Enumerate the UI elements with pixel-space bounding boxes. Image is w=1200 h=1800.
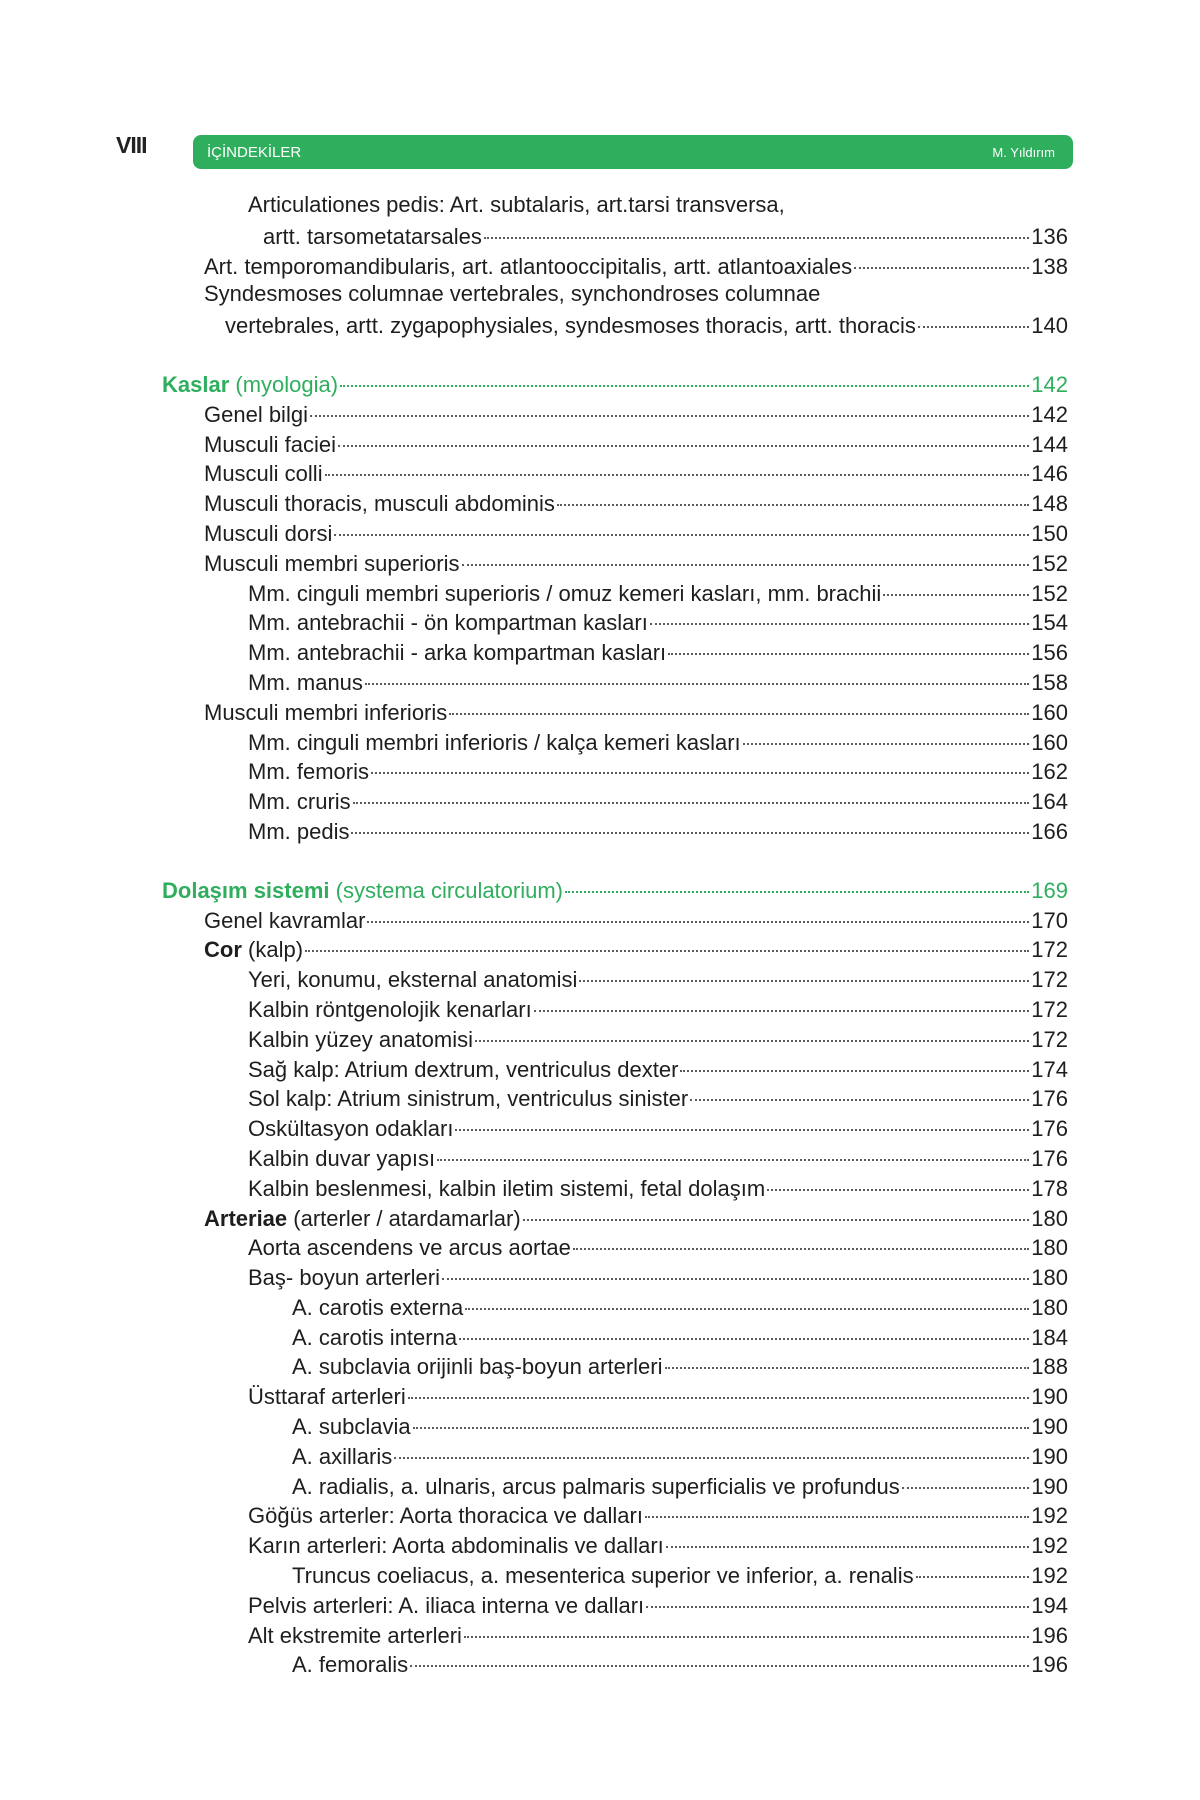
toc-entry-page: 192 bbox=[1031, 1533, 1068, 1559]
header-title: İÇİNDEKİLER bbox=[207, 143, 302, 161]
toc-entry-label: Göğüs arterler: Aorta thoracica ve dalları bbox=[248, 1503, 643, 1529]
toc-entry-label: Genel kavramlar bbox=[204, 907, 366, 933]
toc-entry bbox=[162, 250, 1068, 280]
dot-leader bbox=[916, 1554, 1030, 1578]
page-number: VIII bbox=[116, 132, 147, 158]
toc-entry-page: 164 bbox=[1031, 789, 1068, 815]
toc-entry-page: 190 bbox=[1031, 1414, 1068, 1440]
toc-entry-page: 180 bbox=[1031, 1235, 1068, 1261]
section-page: 142 bbox=[1031, 371, 1068, 397]
toc-entry-label: Karın arterleri: Aorta abdominalis ve dalları bbox=[248, 1533, 664, 1559]
dot-leader bbox=[455, 1107, 1029, 1131]
dot-leader bbox=[646, 1584, 1029, 1608]
toc-entry bbox=[162, 1648, 1068, 1678]
toc-entry-page: 150 bbox=[1031, 520, 1068, 546]
toc-entry-label: Aorta ascendens ve arcus aortae bbox=[248, 1235, 571, 1261]
toc-entry-page: 154 bbox=[1031, 610, 1068, 636]
dot-leader bbox=[854, 245, 1029, 269]
toc-entry-page: 180 bbox=[1031, 1265, 1068, 1291]
toc-entry-label: Alt ekstremite arterleri bbox=[248, 1622, 462, 1648]
toc-entry-page: 148 bbox=[1031, 491, 1068, 517]
section-title: Dolaşım sistemi (systema circulatorium) bbox=[162, 877, 564, 903]
toc-entry-label: Mm. antebrachii - arka kompartman kasları bbox=[248, 640, 667, 666]
dot-leader bbox=[918, 304, 1029, 328]
toc-entry-label: Mm. cinguli membri inferioris / kalça kemeri kasları bbox=[248, 729, 741, 755]
section-page: 169 bbox=[1031, 877, 1068, 903]
dot-leader bbox=[465, 1286, 1029, 1310]
toc-entry-page: 194 bbox=[1031, 1592, 1068, 1618]
dot-leader bbox=[394, 1435, 1029, 1459]
toc-entry-page: 190 bbox=[1031, 1384, 1068, 1410]
table-of-contents bbox=[162, 190, 1068, 1678]
dot-leader bbox=[668, 631, 1029, 655]
toc-entry-page: 176 bbox=[1031, 1116, 1068, 1142]
toc-entry-label: Yeri, konumu, eksternal anatomisi bbox=[248, 967, 578, 993]
toc-entry-label: Pelvis arterleri: A. iliaca interna ve dalları bbox=[248, 1592, 645, 1618]
dot-leader bbox=[353, 780, 1030, 804]
toc-entry-page: 180 bbox=[1031, 1294, 1068, 1320]
toc-entry-page: 190 bbox=[1031, 1443, 1068, 1469]
toc-entry-page: 142 bbox=[1031, 401, 1068, 427]
toc-entry-label: Art. temporomandibularis, art. atlantooccipitalis, artt. atlantoaxiales bbox=[204, 253, 853, 279]
dot-leader bbox=[579, 958, 1029, 982]
toc-entry-page: 172 bbox=[1031, 1026, 1068, 1052]
toc-entry-page: 172 bbox=[1031, 937, 1068, 963]
dot-leader bbox=[534, 988, 1030, 1012]
toc-entry-label: Musculi membri superioris bbox=[204, 550, 460, 576]
toc-entry-page: 196 bbox=[1031, 1622, 1068, 1648]
dot-leader bbox=[665, 1345, 1030, 1369]
toc-entry-label: Kalbin yüzey anatomisi bbox=[248, 1026, 474, 1052]
toc-entry-page: 172 bbox=[1031, 996, 1068, 1022]
header-author: M. Yıldırım bbox=[992, 144, 1055, 160]
toc-entry-label: Kalbin duvar yapısı bbox=[248, 1145, 436, 1171]
toc-entry-page: 174 bbox=[1031, 1056, 1068, 1082]
dot-leader bbox=[351, 810, 1029, 834]
dot-leader bbox=[650, 601, 1029, 625]
dot-leader bbox=[557, 482, 1029, 506]
toc-entry-label: Mm. pedis bbox=[248, 818, 350, 844]
toc-entry-page: 160 bbox=[1031, 699, 1068, 725]
toc-entry-label: artt. tarsometatarsales bbox=[263, 223, 482, 249]
dot-leader bbox=[408, 1375, 1030, 1399]
toc-entry-page: 192 bbox=[1031, 1503, 1068, 1529]
header-bar bbox=[193, 135, 1073, 169]
toc-entry-page: 152 bbox=[1031, 550, 1068, 576]
dot-leader bbox=[459, 1316, 1029, 1340]
toc-entry-label: Sol kalp: Atrium sinistrum, ventriculus sinister bbox=[248, 1086, 689, 1112]
dot-leader bbox=[902, 1465, 1030, 1489]
dot-leader bbox=[743, 721, 1030, 745]
dot-leader bbox=[573, 1226, 1029, 1250]
toc-entry-label: Mm. manus bbox=[248, 669, 363, 695]
toc-entry-label: Musculi colli bbox=[204, 461, 323, 487]
toc-entry-page: 158 bbox=[1031, 669, 1068, 695]
dot-leader bbox=[680, 1048, 1029, 1072]
toc-entry-page: 140 bbox=[1031, 313, 1068, 339]
toc-entry-label: Baş- boyun arterleri bbox=[248, 1265, 440, 1291]
dot-leader bbox=[645, 1494, 1029, 1518]
toc-entry-page: 176 bbox=[1031, 1145, 1068, 1171]
toc-entry-page: 180 bbox=[1031, 1205, 1068, 1231]
toc-entry-page: 146 bbox=[1031, 461, 1068, 487]
toc-entry-label: Musculi membri inferioris bbox=[204, 699, 448, 725]
toc-entry-label: Musculi dorsi bbox=[204, 520, 333, 546]
dot-leader bbox=[767, 1167, 1029, 1191]
toc-entry-label: Kalbin röntgenolojik kenarları bbox=[248, 996, 532, 1022]
dot-leader bbox=[340, 363, 1029, 387]
toc-entry-label: Truncus coeliacus, a. mesenterica superior ve inferior, a. renalis bbox=[292, 1563, 914, 1589]
dot-leader bbox=[690, 1077, 1029, 1101]
toc-entry-page: 188 bbox=[1031, 1354, 1068, 1380]
toc-entry-page: 178 bbox=[1031, 1175, 1068, 1201]
toc-entry-label: Üsttaraf arterleri bbox=[248, 1384, 406, 1410]
toc-entry-label: A. femoralis bbox=[292, 1652, 409, 1678]
toc-entry-label: Mm. femoris bbox=[248, 759, 369, 785]
dot-leader bbox=[325, 452, 1030, 476]
toc-entry bbox=[162, 309, 1068, 339]
dot-leader bbox=[365, 661, 1029, 685]
toc-entry-label: A. axillaris bbox=[292, 1443, 393, 1469]
toc-entry-label: A. subclavia orijinli baş-boyun arterleri bbox=[292, 1354, 663, 1380]
toc-entry-page: 170 bbox=[1031, 907, 1068, 933]
toc-entry-label: Cor (kalp) bbox=[204, 937, 304, 963]
toc-entry-page: 156 bbox=[1031, 640, 1068, 666]
dot-leader bbox=[565, 869, 1029, 893]
toc-entry-label: Sağ kalp: Atrium dextrum, ventriculus dexter bbox=[248, 1056, 679, 1082]
toc-entry-label: Musculi faciei bbox=[204, 431, 337, 457]
dot-leader bbox=[462, 542, 1030, 566]
toc-entry-page: 138 bbox=[1031, 253, 1068, 279]
dot-leader bbox=[410, 1643, 1029, 1667]
section-title: Kaslar (myologia) bbox=[162, 371, 339, 397]
toc-entry-label: Mm. antebrachii - ön kompartman kasları bbox=[248, 610, 648, 636]
toc-entry-page: 172 bbox=[1031, 967, 1068, 993]
dot-leader bbox=[523, 1197, 1030, 1221]
dot-leader bbox=[334, 512, 1029, 536]
toc-entry-label: Genel bilgi bbox=[204, 401, 308, 427]
dot-leader bbox=[484, 215, 1029, 239]
dot-leader bbox=[371, 750, 1029, 774]
toc-entry-page: 136 bbox=[1031, 223, 1068, 249]
toc-entry-label: Mm. cinguli membri superioris / omuz kemeri kasları, mm. brachii bbox=[248, 580, 882, 606]
toc-entry-label: Mm. cruris bbox=[248, 789, 351, 815]
toc-entry-page: 166 bbox=[1031, 818, 1068, 844]
toc-entry bbox=[162, 815, 1068, 845]
toc-entry-label: A. radialis, a. ulnaris, arcus palmaris superficialis ve profundus bbox=[292, 1473, 900, 1499]
toc-entry-label: Kalbin beslenmesi, kalbin iletim sistemi, fetal dolaşım bbox=[248, 1175, 766, 1201]
toc-entry-page: 190 bbox=[1031, 1473, 1068, 1499]
dot-leader bbox=[442, 1256, 1029, 1280]
dot-leader bbox=[449, 691, 1029, 715]
dot-leader bbox=[305, 928, 1029, 952]
toc-entry-label: Syndesmoses columnae vertebrales, synchondroses columnae bbox=[204, 281, 821, 307]
dot-leader bbox=[475, 1018, 1029, 1042]
toc-entry-page: 196 bbox=[1031, 1652, 1068, 1678]
dot-leader bbox=[464, 1614, 1029, 1638]
toc-entry-page: 144 bbox=[1031, 431, 1068, 457]
toc-entry-page: 176 bbox=[1031, 1086, 1068, 1112]
dot-leader bbox=[437, 1137, 1029, 1161]
dot-leader bbox=[666, 1524, 1030, 1548]
dot-leader bbox=[367, 899, 1029, 923]
toc-entry-label: Articulationes pedis: Art. subtalaris, art.tarsi transversa, bbox=[248, 192, 785, 217]
toc-entry-label: A. subclavia bbox=[292, 1414, 411, 1440]
toc-entry-page: 152 bbox=[1031, 580, 1068, 606]
toc-entry-label: Oskültasyon odakları bbox=[248, 1116, 454, 1142]
toc-entry-page: 160 bbox=[1031, 729, 1068, 755]
dot-leader bbox=[883, 572, 1029, 596]
dot-leader bbox=[310, 393, 1029, 417]
toc-entry-label: Musculi thoracis, musculi abdominis bbox=[204, 491, 555, 517]
toc-entry-label: vertebrales, artt. zygapophysiales, syndesmoses thoracis, artt. thoracis bbox=[225, 313, 916, 339]
dot-leader bbox=[413, 1405, 1030, 1429]
toc-entry-label: A. carotis externa bbox=[292, 1294, 464, 1320]
toc-entry-page: 184 bbox=[1031, 1324, 1068, 1350]
toc-entry-label: A. carotis interna bbox=[292, 1324, 458, 1350]
dot-leader bbox=[338, 423, 1029, 447]
toc-entry-page: 192 bbox=[1031, 1563, 1068, 1589]
toc-entry-label: Arteriae (arterler / atardamarlar) bbox=[204, 1205, 521, 1231]
toc-entry-page: 162 bbox=[1031, 759, 1068, 785]
